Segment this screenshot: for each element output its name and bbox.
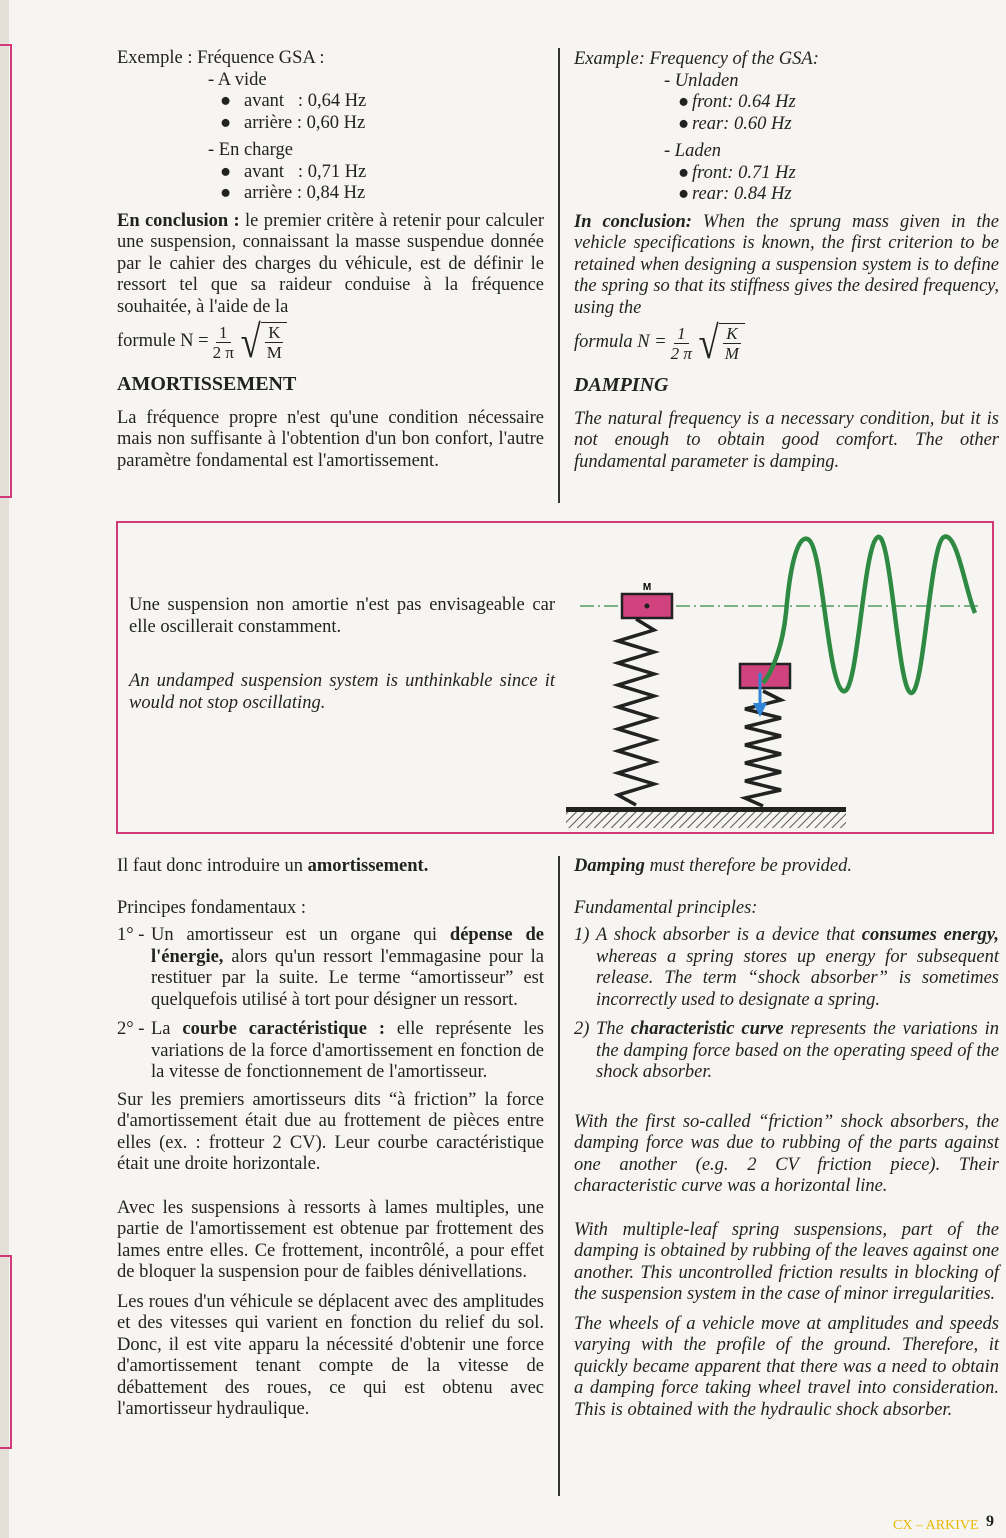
paragraph: The natural frequency is a necessary condition, but it is not enough to obtain good comfort. The other fundamental parameter is damping. [574, 408, 999, 472]
mass-block-compressed [740, 664, 790, 688]
box-english-text: An undamped suspension system is unthinkable since it would not stop oscillating. [129, 671, 555, 713]
paragraph: The wheels of a vehicle move at amplitudes and speeds varying with the profile of the ground. Therefore, it quickly became apparent that there was a need to obtain a damping force taking wheel travel into consideration. This is obtained with the hydraulic shock absorber. [574, 1313, 999, 1420]
english-column-bottom [574, 856, 999, 1421]
illustration-box [116, 521, 994, 834]
spring-left [618, 619, 654, 805]
paragraph: Les roues d'un véhicule se déplacent avec des amplitudes et des vitesses qui varient en fonction du relief du sol. Donc, il est vite apparu la nécessité d'obtenir une force d'amortissement tenant compte de la vitesse de débattement des roues, ce qui est obtenu avec l'amortisseur hydraulique. [117, 1291, 544, 1419]
undamped-suspension-diagram [118, 523, 992, 832]
example-title: Example: Frequency of the GSA: [574, 49, 819, 69]
box-french-text: Une suspension non amortie n'est pas envisageable car elle oscillerait constamment. [129, 595, 555, 637]
list-item: 2° - La courbe caractéristique : elle représente les variations de la force d'amortissement en fonction de la vitesse de fonctionnement de l'amortisseur. [117, 1019, 544, 1082]
paragraph: Sur les premiers amortisseurs dits “à friction” la force d'amortissement était due au frottement de pièces entre elles (ex. : frotteur 2 CV). Leur courbe caractéristique était une droite horizontale. [117, 1089, 544, 1174]
page-edge-mark [0, 1255, 12, 1449]
list-item: ● rear: 0.84 Hz [678, 184, 792, 204]
conclusion-paragraph: En conclusion : le premier critère à retenir pour calculer une suspension, connaissant la masse suspendue donnée par le cahier des charges du véhicule, est de définir le ressort tel que sa raideur conduise à la fréquence souhaitée, à l'aide de la [117, 210, 544, 317]
list-item: 1° - Un amortisseur est un organe qui dépense de l'énergie, alors qu'un ressort l'emmagasine pour la restituer par la suite. Le terme “amortisseur” est quelquefois utilisé à tort pour désigner un ressort. [117, 925, 544, 1010]
paragraph: La fréquence propre n'est qu'une condition nécessaire mais non suffisante à l'obtention d'un bon confort, l'autre paramètre fondamental est l'amortissement. [117, 407, 544, 471]
intro-line: Il faut donc introduire un amortissement. [117, 856, 429, 876]
list-item: ● arrière : 0,84 Hz [220, 183, 366, 203]
oscillation-curve [763, 537, 975, 693]
mass-block [622, 582, 672, 618]
laden-label: - Laden [664, 141, 722, 161]
list-item: ● avant : 0,64 Hz [220, 91, 367, 111]
page-edge-mark [0, 44, 12, 498]
page-number: 9 [986, 1513, 994, 1530]
paragraph: With the first so-called “friction” shock absorbers, the damping force was due to rubbing of the parts against one another (e.g. 2 CV friction piece). Their characteristic curve was a horizontal line. [574, 1111, 999, 1196]
conclusion-paragraph: In conclusion: When the sprung mass given in the vehicle specifications is known, the first criterion to be retained when designing a suspension system is to define the spring so that its stiffness gives the desired frequency, using the [574, 211, 999, 318]
list-item: ● arrière : 0,60 Hz [220, 112, 366, 133]
french-column-top [117, 48, 544, 472]
frequency-formula: formule N = $\frac{1}{2 \pi}$ √ K M [117, 322, 544, 362]
ground [566, 807, 846, 828]
example-title: Exemple : Fréquence GSA : [117, 48, 325, 68]
column-divider [558, 856, 560, 1496]
principles-heading: Principes fondamentaux : [117, 897, 307, 918]
list-item: ● front: 0.64 Hz [678, 92, 796, 112]
paragraph: Avec les suspensions à ressorts à lames multiples, une partie de l'amortissement est obtenue par frottement des lames entre elles. Ce frottement, incontrôlé, a pour effet de bloquer la suspension pour de faibles dénivellations. [117, 1197, 544, 1282]
column-divider [558, 48, 560, 503]
list-item: 1) A shock absorber is a device that consumes energy, whereas a spring stores up energy for subsequent release. The term “shock absorber” is sometimes incorrectly used to designate a spring. [574, 925, 999, 1010]
paragraph: With multiple-leaf spring suspensions, part of the damping is obtained by rubbing of the leaves against one another. This uncontrolled friction results in blocking of the suspension system in the case of minor irregularities. [574, 1219, 999, 1304]
intro-line: Damping must therefore be provided. [574, 856, 852, 876]
frequency-formula: formula N = $\frac{1}{2 \pi}$ √ K M [574, 323, 999, 363]
english-column-top [574, 49, 999, 473]
list-item: 2) The characteristic curve represents the variations in the damping force based on the operating speed of the shock absorber. [574, 1019, 999, 1082]
list-item: ● front: 0.71 Hz [678, 162, 796, 183]
principles-heading: Fundamental principles: [574, 897, 758, 918]
watermark-logo: CX – ARKIVE [893, 1518, 979, 1533]
laden-label: - En charge [208, 140, 293, 160]
section-heading: AMORTISSEMENT [117, 373, 297, 395]
section-heading: DAMPING [574, 374, 669, 396]
unladen-label: - Unladen [664, 70, 739, 91]
list-item: ● rear: 0.60 Hz [678, 113, 792, 134]
unladen-label: - A vide [208, 69, 267, 90]
list-item: ● avant : 0,71 Hz [220, 161, 367, 182]
french-column-bottom [117, 856, 544, 1421]
mass-label: M [642, 582, 652, 593]
